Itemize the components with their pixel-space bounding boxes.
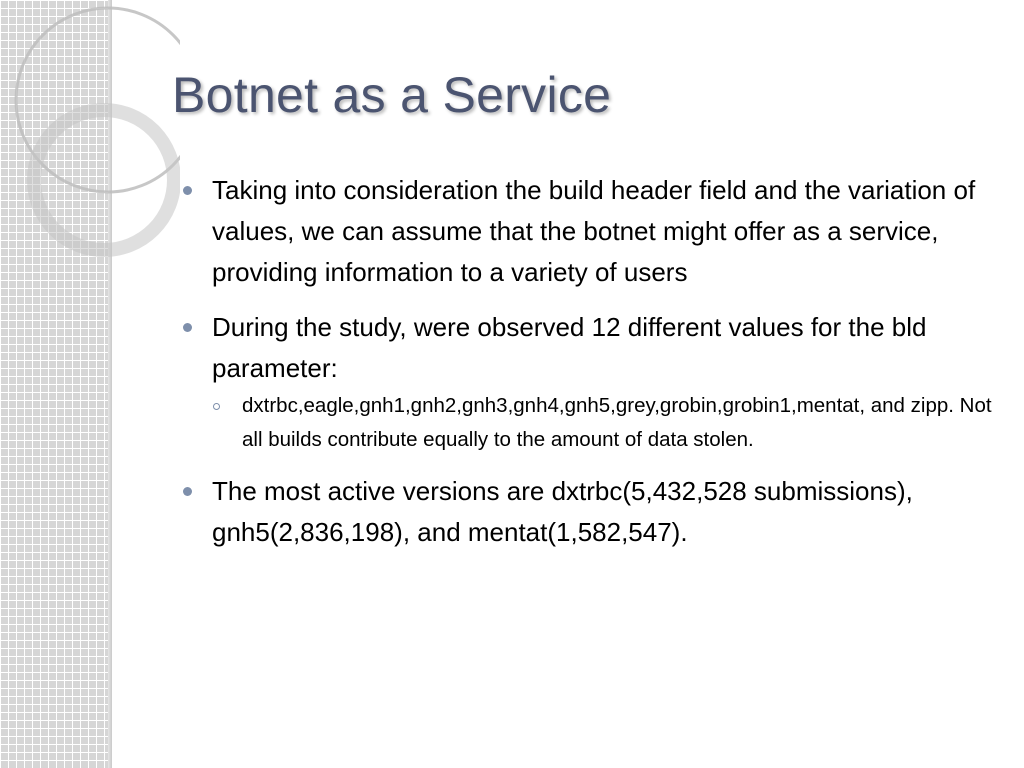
sub-bullet-list bbox=[212, 389, 1002, 457]
bullet-dot-icon bbox=[183, 487, 192, 496]
slide-content bbox=[182, 170, 1002, 567]
bullet-list bbox=[182, 170, 1002, 553]
sub-bullet-item bbox=[212, 389, 1002, 457]
bullet-dot-icon bbox=[183, 186, 192, 195]
bullet-item bbox=[182, 471, 1002, 553]
bullet-text: During the study, were observed 12 different values for the bld parameter: bbox=[212, 312, 927, 383]
decorative-rings bbox=[0, 0, 180, 260]
bullet-dot-icon bbox=[183, 323, 192, 332]
slide-title: Botnet as a Service bbox=[172, 67, 612, 123]
bullet-text: The most active versions are dxtrbc(5,432,528 submissions), gnh5(2,836,198), and mentat(1,582,547). bbox=[212, 476, 913, 547]
bullet-item bbox=[182, 307, 1002, 457]
hollow-circle-bullet-icon bbox=[213, 403, 220, 410]
bullet-item bbox=[182, 170, 1002, 293]
bullet-text: Taking into consideration the build header field and the variation of values, we can assume that the botnet might offer as a service, providing information to a variety of users bbox=[212, 175, 976, 287]
sub-bullet-text: dxtrbc,eagle,gnh1,gnh2,gnh3,gnh4,gnh5,grey,grobin,grobin1,mentat, and zipp. Not all builds contribute equally to the amount of data stolen. bbox=[242, 394, 992, 451]
